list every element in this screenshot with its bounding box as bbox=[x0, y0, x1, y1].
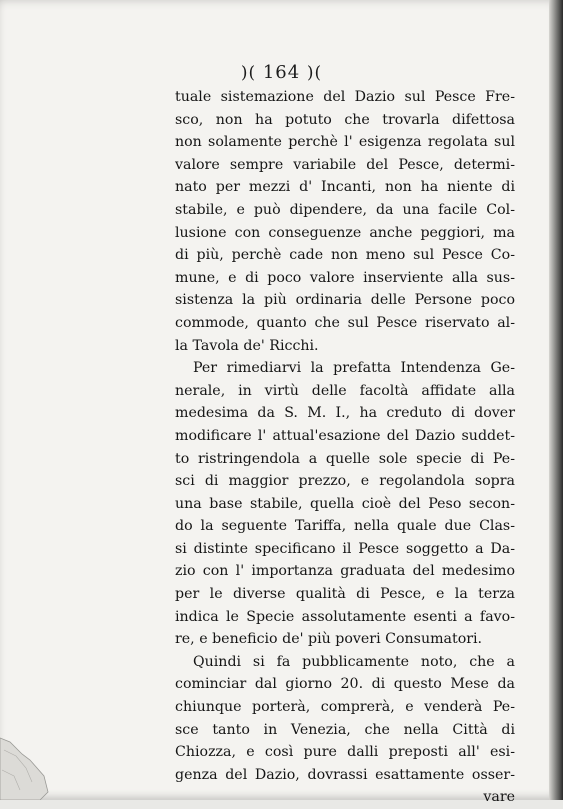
text-line: Chiozza, e così pure dalli preposti all' esi- bbox=[175, 744, 515, 761]
text-line: per le diverse qualità di Pesce, e la terza bbox=[175, 586, 515, 603]
text-line: di più, perchè cade non meno sul Pesce Co- bbox=[175, 247, 515, 264]
text-line: Quindi si fa pubblicamente noto, che a bbox=[193, 653, 515, 670]
torn-corner bbox=[0, 720, 55, 800]
text-line: mune, e di poco valore inserviente alla sus- bbox=[175, 269, 515, 286]
catchword: vare bbox=[483, 789, 515, 806]
text-line: indica le Specie assolutamente esenti a favo- bbox=[175, 608, 515, 625]
text-line: lusione con conseguenze anche peggiori, ma bbox=[175, 224, 515, 241]
text-line: sistenza la più ordinaria delle Persone poco bbox=[175, 292, 515, 309]
text-line: commode, quanto che sul Pesce riservato al- bbox=[175, 314, 515, 331]
text-line: non solamente perchè l' esigenza regolata sul bbox=[175, 134, 515, 151]
text-line: si distinte specificano il Pesce soggetto a Da- bbox=[175, 540, 515, 557]
text-line: sci di maggior prezzo, e regolandola sopra bbox=[175, 473, 515, 490]
text-line: sce tanto in Venezia, che nella Città di bbox=[175, 721, 515, 738]
text-line: to ristringendola a quelle sole specie di Pe- bbox=[175, 450, 515, 467]
header-ornament-left: )( bbox=[240, 63, 257, 83]
page-number: 164 bbox=[262, 62, 301, 83]
header-ornament-right: )( bbox=[306, 63, 323, 83]
text-line: nato per mezzi d' Incanti, non ha niente di bbox=[175, 179, 515, 196]
text-line: re, e beneficio de' più poveri Consumatori. bbox=[175, 631, 483, 648]
text-line: una base stabile, quella cioè del Peso secon- bbox=[175, 495, 515, 512]
text-line: valore sempre variabile del Pesce, determi- bbox=[175, 156, 515, 173]
text-line: stabile, e può dipendere, da una facile Col- bbox=[175, 201, 515, 218]
page-header bbox=[0, 62, 563, 83]
text-line: la Tavola de' Ricchi. bbox=[175, 337, 319, 354]
text-line: chiunque porterà, comprerà, e venderà Pe- bbox=[175, 699, 515, 716]
text-line: cominciar dal giorno 20. di questo Mese da bbox=[175, 676, 515, 693]
text-line: do la seguente Tariffa, nella quale due Clas- bbox=[175, 518, 515, 535]
text-line: tuale sistemazione del Dazio sul Pesce Fre- bbox=[175, 89, 515, 105]
text-line: zio con l' importanza graduata del medesimo bbox=[175, 563, 515, 580]
text-line: medesima da S. M. I., ha creduto di dover bbox=[175, 405, 515, 422]
text-line: nerale, in virtù delle facoltà affidate alla bbox=[175, 382, 515, 399]
text-line: genza del Dazio, dovrassi esattamente osser- bbox=[175, 766, 515, 783]
text-line: Per rimediarvi la prefatta Intendenza Ge- bbox=[193, 360, 515, 377]
text-line: modificare l' attual'esazione del Dazio suddet- bbox=[175, 427, 515, 444]
text-line: sco, non ha potuto che trovarla difettosa bbox=[175, 111, 515, 128]
body-text bbox=[175, 86, 515, 809]
page-edge-shadow bbox=[549, 0, 563, 800]
